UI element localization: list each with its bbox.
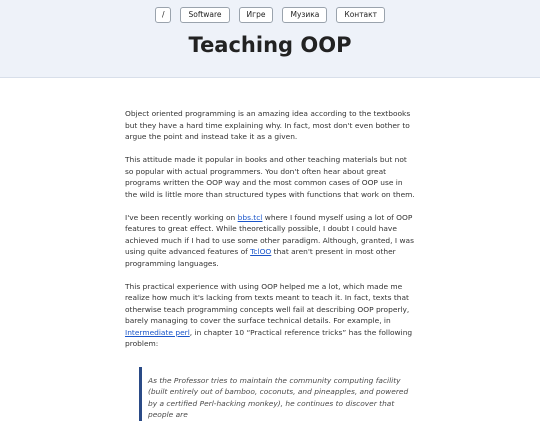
paragraph-bbs-text-3: that aren't present in most other programming languages. — [125, 247, 396, 268]
article-body — [125, 108, 415, 421]
page-header — [0, 0, 540, 78]
paragraph-attitude: This attitude made it popular in books and other teaching materials but not so popular with actual programmers. You don't often hear about great programs written the OOP way and the most common cases of OOP use in the wild is little more than structured types with functions that work on them. — [125, 155, 415, 199]
top-nav — [0, 7, 540, 23]
tcloo-link[interactable]: TclOO — [250, 247, 272, 256]
intermediate-perl-link[interactable]: Intermediate perl — [125, 327, 190, 337]
paragraph-bbs-text-1: I've been recently working on — [125, 212, 238, 222]
paragraph-bbs-text-2: where I found myself using a lot of OOP features to great effect. While theoretically possible, I doubt I could have achieved much if I had to use some other paradigm. Although, granted, I was using quite advanced features of — [125, 212, 414, 256]
nav-software-link[interactable]: Software — [180, 7, 229, 23]
nav-games-link[interactable]: Игре — [239, 7, 274, 23]
quote-block: As the Professor tries to maintain the community computing facility (built entirely out of bamboo, coconuts, and pineapples, and powered by a certified Perl-hacking monkey), he continues to discover that people are — [139, 367, 415, 421]
paragraph-bbs — [125, 212, 415, 270]
nav-contact-link[interactable]: Контакт — [336, 7, 385, 23]
paragraph-experience-text-1: This practical experience with using OOP helped me a lot, which made me realize how much it's lacking from texts meant to teach it. In fact, texts that otherwise teach programming concepts well fail at describing OOP properly, barely managing to cover the surface technical details. For example, in — [125, 281, 410, 325]
nav-home-link[interactable]: / — [155, 7, 172, 23]
paragraph-experience-text-2: , in chapter 10 “Practical reference tricks” has the following problem: — [125, 327, 413, 348]
paragraph-intro: Object oriented programming is an amazing idea according to the textbooks but they have a hard time explaining why. In fact, most don't even bother to argue the point and instead take it as a given. — [125, 109, 411, 141]
bbs-tcl-link[interactable]: bbs.tcl — [237, 212, 263, 222]
nav-music-link[interactable]: Музика — [282, 7, 327, 23]
page-title: Teaching OOP — [188, 33, 352, 57]
paragraph-experience — [125, 281, 415, 350]
